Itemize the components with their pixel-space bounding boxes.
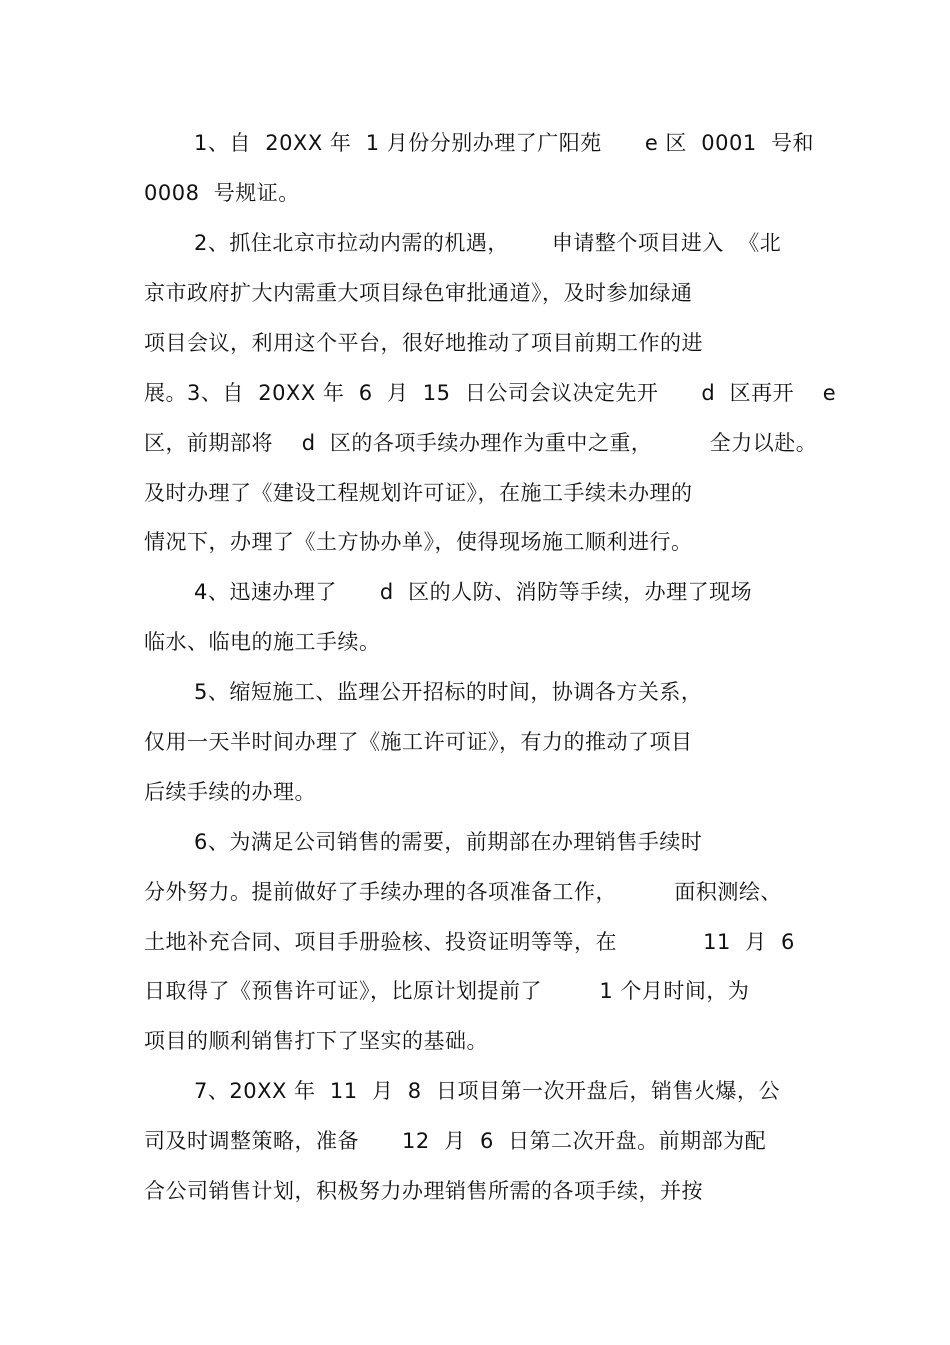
text-line: 日取得了《预售许可证》，比原计划提前了 1 个月时间，为 (144, 979, 750, 1003)
text-line: 仅用一天半时间办理了《施工许可证》，有力的推动了项目 (144, 730, 693, 754)
text-line: 7、20XX 年 11 月 8 日项目第一次开盘后，销售火爆，公 (194, 1079, 781, 1103)
text-line: 临水、临电的施工手续。 (144, 630, 381, 654)
text-line: 分外努力。提前做好了手续办理的各项准备工作， 面积测绘、 (144, 880, 782, 904)
text-line: 及时办理了《建设工程规划许可证》，在施工手续未办理的 (144, 481, 693, 505)
text-line: 0008 号规证。 (144, 181, 300, 205)
text-line: 后续手续的办理。 (144, 780, 316, 804)
text-line: 展。3、自 20XX 年 6 月 15 日公司会议决定先开 d 区再开 e (144, 381, 837, 405)
text-line: 情况下，办理了《土方协办单》，使得现场施工顺利进行。 (144, 530, 693, 554)
text-line: 土地补充合同、项目手册验核、投资证明等等，在 11 月 6 (144, 930, 795, 954)
text-line: 1、自 20XX 年 1 月份分别办理了广阳苑 e 区 0001 号和 (194, 131, 815, 155)
text-line: 4、迅速办理了 d 区的人防、消防等手续，办理了现场 (194, 580, 753, 604)
text-line: 司及时调整策略，准备 12 月 6 日第二次开盘。前期部为配 (144, 1129, 767, 1153)
text-line: 区，前期部将 d 区的各项手续办理作为重中之重， 全力以赴。 (144, 431, 818, 455)
text-line: 京市政府扩大内需重大项目绿色审批通道》，及时参加绿通 (144, 281, 693, 305)
text-line: 项目会议，利用这个平台，很好地推动了项目前期工作的进 (144, 331, 703, 355)
text-line: 2、抓住北京市拉动内需的机遇， 申请整个项目进入 《北 (194, 231, 782, 255)
text-line: 6、为满足公司销售的需要，前期部在办理销售手续时 (194, 830, 703, 854)
text-line: 5、缩短施工、监理公开招标的时间，协调各方关系， (194, 680, 703, 704)
text-line: 合公司销售计划，积极努力办理销售所需的各项手续，并按 (144, 1179, 703, 1203)
text-line: 项目的顺利销售打下了坚实的基础。 (144, 1029, 488, 1053)
